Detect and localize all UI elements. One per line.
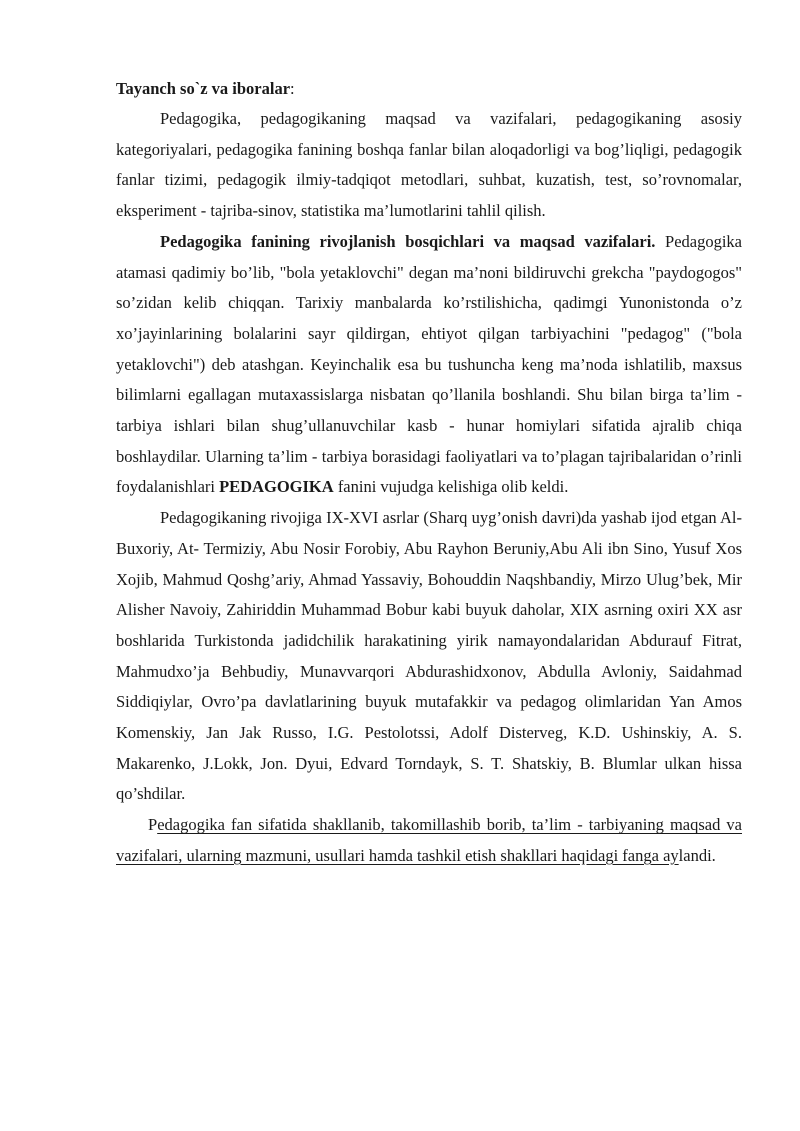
page-content [116, 73, 742, 872]
keywords-paragraph: Pedagogika, pedagogikaning maqsad va vazifalari, pedagogikaning asosiy kategoriyalari, pedagogika fanining boshqa fanlar bilan aloqadorligi va bog’liqligi, pedagogik fanlar tizimi, pedagogik ilmiy-tadqiqot metodlari, suhbat, kuzatish, test, so’rovnomalar, eksperiment - tajriba-sinov, statistika ma’lumotlarini tahlil qilish. [116, 109, 742, 221]
history-paragraph: Pedagogikaning rivojiga IX-XVI asrlar (Sharq uyg’onish davri)da yashab ijod etgan Al-Buxoriy, At- Termiziy, Abu Nosir Forobiy, Abu Rayhon Beruniy,Abu Ali ibn Sino, Yusuf Xos Xojib, Mahmud Qoshg’ariy, Ahmad Yassaviy, Bohouddin Naqshbandiy, Mirzo Ulug’bek, Mir Alisher Navoiy, Zahiriddin Muhammad Bobur kabi buyuk daholar, XIX asrning oxiri XX asr boshlarida Turkistonda jadidchilik harakatining yirik namayondalaridan Abdurauf Fitrat, Mahmudxo’ja Behbudiy, Munavvarqori Abdurashidxonov, Abdulla Avloniy, Saidahmad Siddiqiylar, Ovro’pa davlatlarining buyuk mutafakkir va pedagog olimlaridan Yan Amos Komenskiy, Jan Jak Russo, I.G. Pestolotssi, Adolf Disterveg, K.D. Ushinskiy, A. S. Makarenko, J.Lokk, Jon. Dyui, Edvard Torndayk, S. T. Shatskiy, B. Blumlar ulkan hissa qo’shdilar. [116, 508, 742, 804]
conclusion-paragraph [116, 810, 742, 871]
section-title: Pedagogika fanining rivojlanish bosqichlari va maqsad vazifalari. [160, 231, 656, 251]
keywords-heading-colon: : [290, 79, 295, 98]
section-paragraph [116, 227, 742, 503]
section-emphasis: PEDAGOGIKA [219, 477, 334, 497]
keywords-heading [116, 73, 742, 104]
section-body-2: fanini vujudga kelishiga olib keldi. [333, 477, 569, 497]
section-body-1: Pedagogika atamasi qadimiy bo’lib, "bola yetaklovchi" degan ma’noni bildiruvchi grekcha "paydogogos" so’zidan kelib chiqqan. Tarixiy manbalarda ko’rstilishicha, qadimgi Yunonistonda o’z xo’jayinlarining bolalarini sayr qildirgan, ehtiyot qilgan tarbiyachini "pedagog" ("bola yetaklovchi") deb atashgan. Keyinchalik esa bu tushuncha keng ma’noda ishlatilib, maxsus bilimlarni egallagan mutaxassislarga nisbatan qo’llanila boshlandi. Shu bilan birga ta’lim - tarbiya ishlari bilan shug’ullanuvchilar kasb - hunar homiylari sifatida ajralib chiqa boshlaydilar. Ularning ta’lim - tarbiya borasidagi faoliyatlari va to’plagan tajribalaridan o’rinli foydalanishlari [116, 231, 743, 497]
conclusion-underlined: edagogika fan sifatida shakllanib, takomillashib borib, ta’lim - tarbiyaning maqsad va vazifalari, ularning mazmuni, usullari hamda tashkil etish shakllari haqidagi fanga ay [116, 815, 742, 865]
keywords-heading-title: Tayanch so`z va iboralar [116, 79, 291, 98]
conclusion-tail: landi. [678, 845, 716, 865]
conclusion-lead: P [148, 815, 158, 835]
